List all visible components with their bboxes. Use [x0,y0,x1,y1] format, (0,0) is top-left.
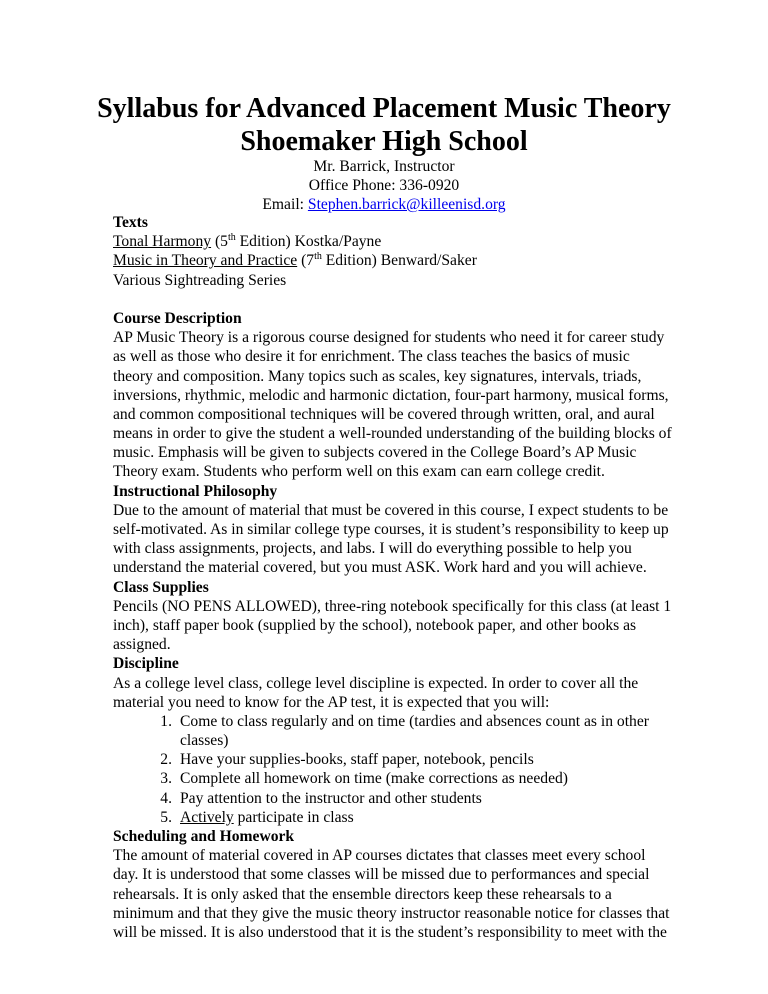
list-item-text: classes) [180,732,229,750]
title-line-1: Syllabus for Advanced Placement Music Theory [97,93,671,124]
paragraph-line: as well as those who desire it for enrichment. The class teaches the basics of music [113,348,630,366]
instructional-philosophy-heading: Instructional Philosophy [113,482,278,500]
list-item-text [180,808,673,827]
class-supplies-heading: Class Supplies [113,578,209,596]
book-1-edition: (5 [211,233,228,251]
list-number: 3. [160,770,172,788]
book-1-authors: Edition) Kostka/Payne [235,233,382,251]
list-item-text: Come to class regularly and on time (tardies and absences count as in other [180,712,649,730]
syllabus-body [113,213,673,942]
email-link[interactable]: Stephen.barrick@killeenisd.org [307,196,506,213]
book-2-title: Music in Theory and Practice [113,252,298,270]
paragraph-line: means in order to give the student a well-rounded understanding of the building blocks of [113,425,672,443]
paragraph-line: assigned. [113,636,171,654]
scheduling-heading: Scheduling and Homework [113,828,295,846]
list-item [113,808,673,827]
course-description-heading: Course Description [113,309,242,327]
paragraph-line: music. Emphasis will be given to subjects covered in the College Board’s AP Music [113,444,637,462]
text-book-2 [113,251,673,270]
text-book-3: Various Sightreading Series [113,271,287,289]
book-2-edition: (7 [297,252,315,270]
paragraph-line: Pencils (NO PENS ALLOWED), three-ring notebook specifically for this class (at least 1 [113,597,672,615]
paragraph-line: and common compositional techniques will be covered through written, oral, and aural [113,405,655,423]
email-label: Email: [262,196,308,213]
paragraph-line: rehearsals. It is only asked that the ensemble directors keep these rehearsals to a [113,885,612,903]
list-item-text: Pay attention to the instructor and other students [180,789,482,807]
list-number: 5. [160,808,172,826]
list-item [113,769,673,788]
discipline-heading: Discipline [113,655,179,673]
text-book-1 [113,232,673,251]
paragraph-line: Due to the amount of material that must be covered in this course, I expect students to be [113,501,669,519]
book-1-title: Tonal Harmony [113,233,212,251]
paragraph-line: self-motivated. As in similar college type courses, it is student’s responsibility to keep up [113,521,669,538]
list-number: 2. [160,751,172,769]
paragraph-line: material you need to know for the AP test, it is expected that you will: [113,693,550,711]
paragraph-line: As a college level class, college level discipline is expected. In order to cover all the [113,674,639,692]
book-2-sup: th [314,251,322,263]
paragraph-line: day. It is understood that some classes will be missed due to performances and special [113,866,650,884]
paragraph-line: AP Music Theory is a rigorous course designed for students who need it for career study [113,329,665,347]
title-line-2: Shoemaker High School [240,126,528,157]
paragraph-line: theory and composition. Many topics such as scales, key signatures, intervals, triads, [113,367,642,385]
discipline-list [113,712,673,827]
list-item-rest: participate in class [233,808,354,826]
list-number: 4. [160,789,172,807]
list-item [113,712,673,750]
email-line [0,195,768,214]
emphasis-word: Actively [180,808,234,826]
list-item [113,789,673,808]
office-phone: Office Phone: 336-0920 [308,177,460,194]
paragraph-line: inversions, rhythmic, melodic and harmonic dictation, four-part harmony, musical forms, [113,386,669,404]
list-item [113,750,673,769]
list-item-text: Complete all homework on time (make corrections as needed) [180,770,568,788]
paragraph-line: understand the material covered, but you must ASK. Work hard and you will achieve. [113,559,647,577]
paragraph-line: The amount of material covered in AP courses dictates that classes meet every school [113,847,646,865]
page-title [0,92,768,158]
list-item-text: Have your supplies-books, staff paper, notebook, pencils [180,751,534,769]
contact-block [0,157,768,214]
paragraph-line: inch), staff paper book (supplied by the school), notebook paper, and other books as [113,616,637,634]
instructor-name: Mr. Barrick, Instructor [313,158,455,175]
book-2-authors: Edition) Benward/Saker [321,252,477,270]
book-1-sup: th [227,232,236,243]
paragraph-line: will be missed. It is also understood that it is the student’s responsibility to meet with the [113,924,667,941]
texts-heading: Texts [113,214,148,231]
paragraph-line: minimum and that they give the music theory instructor reasonable notice for classes that [113,904,670,922]
paragraph-line: with class assignments, projects, and labs. I will do everything possible to help you [113,540,632,558]
paragraph-line: Theory exam. Students who perform well on this exam can earn college credit. [113,463,605,481]
list-number: 1. [160,712,172,730]
